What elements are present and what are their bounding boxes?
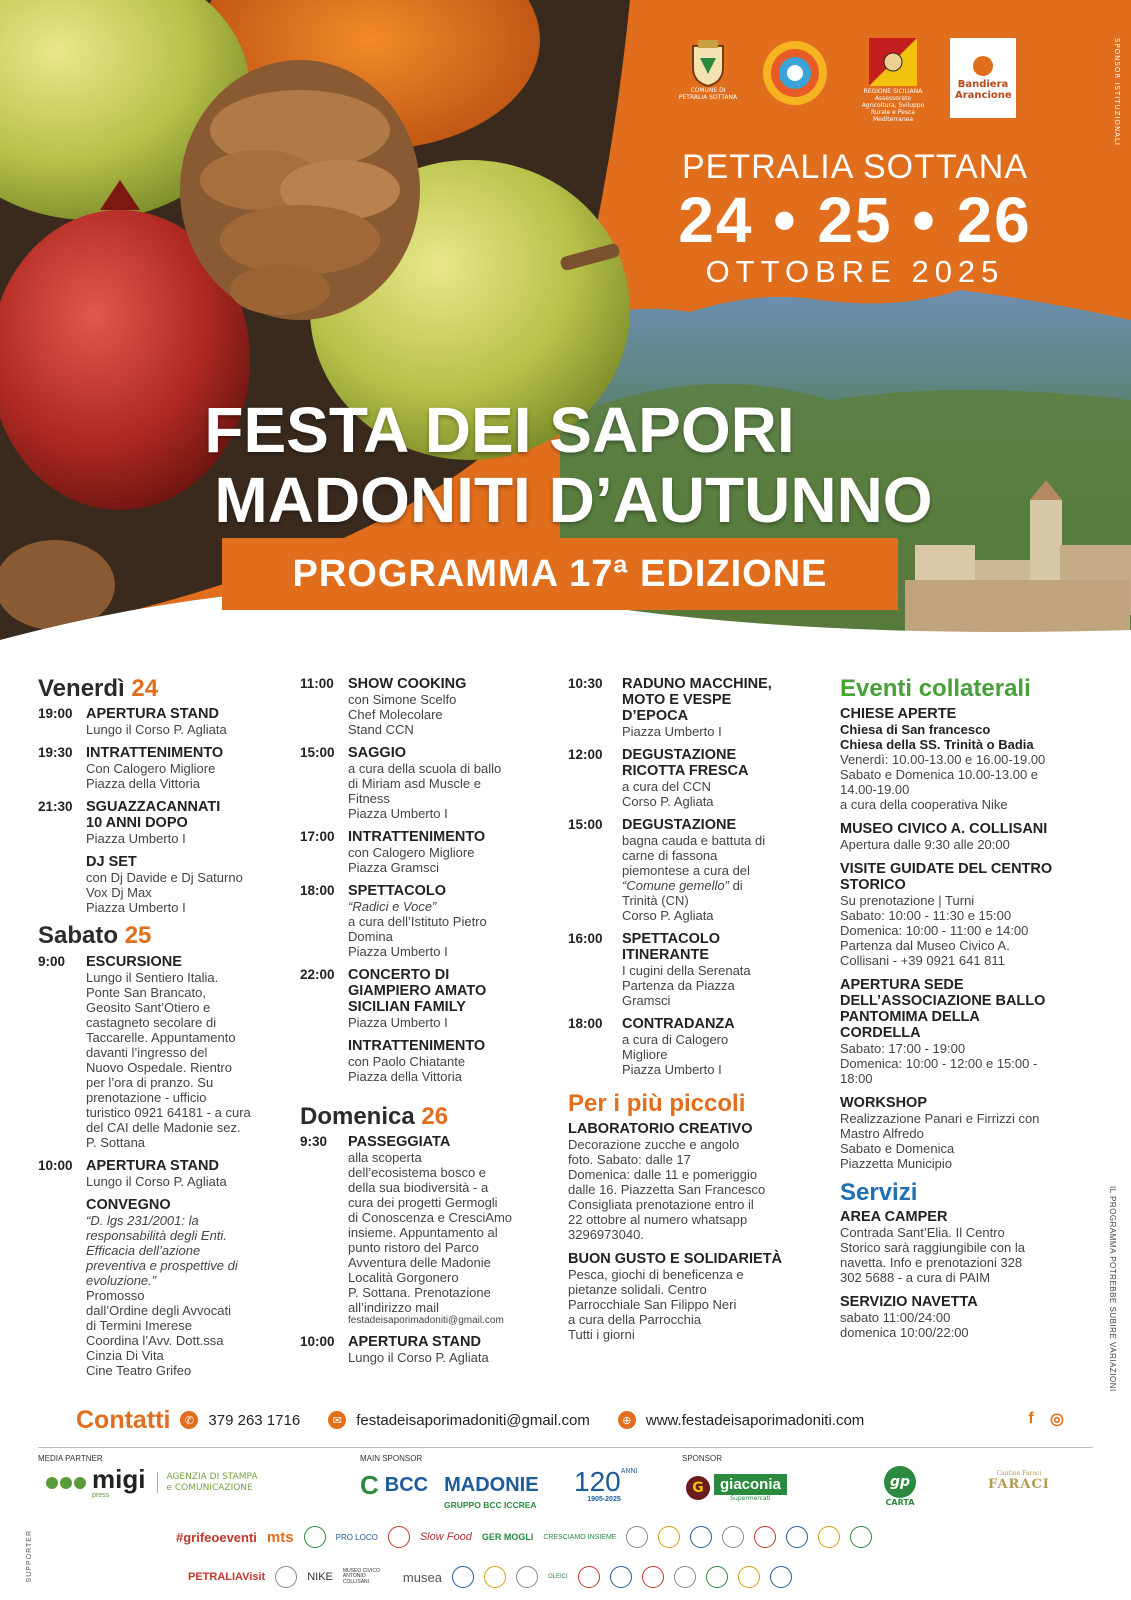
day-heading-friday	[38, 676, 294, 702]
bcc-madonie-logo	[360, 1470, 539, 1501]
event-time	[38, 854, 86, 915]
festival-title-line2: MADONITI D’AUTUNNO	[214, 464, 933, 536]
services-heading: Servizi	[840, 1179, 918, 1207]
emblem-icon	[754, 1526, 776, 1548]
emblem-icon	[674, 1566, 696, 1588]
event-title: INTRATTENIMENTO	[348, 1038, 486, 1054]
event-detail: alla scoperta dell’ecosistema bosco e della sua biodiversità - a cura dei progetti Germogli di Conoscenza e CresciAmo insieme. Appuntamento al punto ristoro del Parco Avventura delle Madonie Località Gorgonero P. Sottana. Prenotazione all’indirizzo mail	[348, 1150, 513, 1316]
event-item	[568, 817, 820, 923]
event-time: 9:30	[300, 1134, 328, 1150]
ccn-logo-icon	[760, 38, 830, 108]
event-time: 22:00	[300, 967, 335, 982]
event-detail: Promosso dall’Ordine degli Avvocati di Termini Imerese Coordina l’Avv. Dott.ssa Cinzia Di Vita Cine Teatro Grifeo	[86, 1287, 232, 1378]
side-event-detail: Sabato: 17:00 - 19:00 Domenica: 10:00 - 12:00 e 15:00 - 18:00	[840, 1041, 1038, 1087]
giaconia-wordmark: giaconia	[714, 1474, 787, 1495]
event-item	[568, 747, 820, 809]
supporter-logo: OLEICI	[547, 1574, 568, 1580]
emblem-icon	[516, 1566, 538, 1588]
day-number: 24	[131, 675, 159, 702]
supporter-label: SUPPORTER	[26, 1530, 33, 1583]
event-detail: con Dj Davide e Dj Saturno Vox Dj Max Piazza Umberto I	[86, 870, 243, 916]
event-detail: Piazza Umberto I	[622, 724, 722, 739]
event-month: OTTOBRE 2025	[705, 254, 1005, 290]
coat-of-arms-icon	[688, 38, 728, 88]
bandiera-arancione-text: Bandiera Arancione	[955, 78, 1012, 101]
side-event-block	[840, 821, 1102, 852]
event-title: SHOW COOKING	[348, 676, 467, 692]
event-item	[300, 1038, 560, 1084]
event-title: RADUNO MACCHINE, MOTO E VESPE D’EPOCA	[622, 676, 772, 724]
town-name: PETRALIA SOTTANA	[681, 148, 1028, 186]
kids-detail: Pesca, giochi di beneficenza e pietanze solidali. Centro Parrocchiale San Filippo Neri a cura della Parrocchia Tutti i giorni	[568, 1267, 744, 1343]
event-item	[38, 954, 294, 1150]
kids-block	[568, 1251, 820, 1342]
emblem-icon	[642, 1566, 664, 1588]
faraci-sub: Cantine Faraci	[996, 1470, 1042, 1477]
program-column-2	[300, 676, 560, 1373]
event-item	[568, 1016, 820, 1077]
comune-logo	[678, 38, 738, 102]
supporter-row-2	[188, 1566, 792, 1588]
emblem-icon	[626, 1526, 648, 1548]
event-time: 18:00	[300, 883, 335, 898]
kids-heading: Per i più piccoli	[568, 1090, 746, 1117]
event-title: DEGUSTAZIONE	[622, 817, 737, 833]
side-event-detail: Apertura dalle 9:30 alle 20:00	[840, 837, 1010, 853]
event-item	[38, 799, 294, 846]
event-italic-detail: “Radici e Voce”	[348, 899, 437, 914]
service-title: AREA CAMPER	[840, 1208, 948, 1225]
program-variation-note: IL PROGRAMMA POTREBBE SUBIRE VARIAZIONI	[1108, 1186, 1117, 1392]
day-label: Domenica	[300, 1103, 415, 1130]
event-time: 19:00	[38, 706, 73, 722]
day-heading-sunday	[300, 1104, 560, 1130]
service-detail: sabato 11:00/24:00 domenica 10:00/22:00	[840, 1309, 969, 1340]
emblem-icon	[738, 1566, 760, 1588]
event-time: 10:30	[568, 676, 603, 691]
side-event-block	[840, 861, 1102, 968]
event-title: SGUAZZACANNATI 10 ANNI DOPO	[86, 799, 221, 832]
emblem-icon	[658, 1526, 680, 1548]
event-italic-detail: “Comune gemello”	[622, 878, 729, 893]
giaconia-g-icon: G	[686, 1476, 710, 1500]
event-item	[300, 883, 560, 959]
bandiera-arancione-logo	[950, 38, 1016, 118]
side-events-heading: Eventi collaterali	[840, 675, 1031, 702]
side-event-title: MUSEO CIVICO A. COLLISANI	[840, 821, 1048, 838]
event-detail: Lungo il Corso P. Agliata	[86, 1173, 227, 1189]
event-item	[300, 967, 560, 1030]
sponsor-label: SPONSOR	[682, 1454, 723, 1463]
event-time: 17:00	[300, 829, 335, 844]
kids-block	[568, 1121, 820, 1242]
supporter-logo: PRO LOCO	[335, 1532, 378, 1542]
day-label: Venerdì	[38, 675, 125, 702]
side-event-title: WORKSHOP	[840, 1095, 927, 1112]
day-heading-saturday	[38, 923, 294, 949]
event-time: 19:30	[38, 745, 73, 761]
kids-title: LABORATORIO CREATIVO	[568, 1121, 753, 1138]
supporter-logo: GER MOGLI	[481, 1532, 534, 1542]
regione-logo	[858, 38, 928, 123]
service-block	[840, 1209, 1102, 1285]
event-detail: a cura dell’Istituto Pietro Domina Piazza Umberto I	[348, 914, 487, 959]
anniversary-word: ANNI	[620, 1468, 638, 1475]
program-column-4	[840, 676, 1102, 1349]
kids-detail: Decorazione zucche e angolo foto. Sabato: dalle 17 Domenica: dalle 11 e pomeriggio dalle 16. Piazzetta San Francesco Consigliata prenotazione entro il 22 ottobre al numero whatsapp 3296973040.	[568, 1137, 766, 1243]
regione-logo-text: REGIONE SICILIANA Assessorato Agricoltura, Sviluppo Rurale e Pesca Mediterranea	[861, 88, 925, 123]
side-event-detail: Realizzazione Panari e Firrizzi con Mastro Alfredo Sabato e Domenica Piazzetta Municipio	[840, 1111, 1040, 1172]
contact-website[interactable]: www.festadeisaporimadoniti.com	[645, 1411, 865, 1429]
emblem-icon	[578, 1566, 600, 1588]
event-title: DJ SET	[86, 854, 137, 871]
event-time: 11:00	[300, 676, 334, 691]
supporter-logo: #grifeoeventi	[176, 1529, 257, 1545]
supporter-logo: musea	[402, 1569, 442, 1585]
supporter-logo: mts	[266, 1528, 294, 1546]
event-detail: a cura del CCN Corso P. Agliata	[622, 779, 714, 809]
hero-banner	[0, 0, 1131, 660]
gp-carta-logo	[884, 1466, 916, 1507]
comune-logo-text: COMUNE DI PETRALIA SOTTANA	[678, 87, 738, 101]
emblem-icon	[722, 1526, 744, 1548]
event-time: 16:00	[568, 931, 603, 946]
bandiera-arancione-icon	[972, 55, 994, 77]
event-item	[568, 676, 820, 739]
event-detail: di Trinità (CN) Corso P. Agliata	[622, 878, 743, 923]
supporter-logo: Slow Food	[419, 1531, 472, 1543]
gp-carta-text: CARTA	[885, 1498, 915, 1507]
booking-email[interactable]: festadeisaporimadoniti@gmail.com	[348, 1315, 504, 1327]
bcc-c-icon: C	[360, 1470, 379, 1500]
event-item	[38, 854, 294, 915]
bcc-wordmark: BCC	[384, 1474, 429, 1496]
program-column-3	[568, 676, 820, 1351]
program-column-1	[38, 676, 294, 1386]
edition-banner: PROGRAMMA 17ª EDIZIONE	[222, 538, 898, 610]
kids-title: BUON GUSTO E SOLIDARIETÀ	[568, 1251, 783, 1268]
madonie-wordmark: MADONIE	[444, 1474, 539, 1496]
email-icon: ✉	[328, 1411, 346, 1429]
event-detail: Piazza Umberto I	[86, 831, 186, 847]
event-title: APERTURA STAND	[86, 1157, 219, 1174]
service-block	[840, 1294, 1102, 1340]
event-item	[300, 745, 560, 821]
event-days: 24 • 25 • 26	[678, 184, 1032, 256]
event-title: SPETTACOLO	[348, 883, 447, 899]
anniversary-number: 120	[574, 1466, 621, 1497]
event-detail: Piazza Umberto I	[348, 1015, 448, 1030]
faraci-wordmark: FARACI	[988, 1477, 1050, 1492]
migi-dots-icon	[46, 1477, 86, 1489]
event-detail: Con Calogero Migliore Piazza della Vittoria	[86, 761, 216, 792]
event-time: 12:00	[568, 747, 603, 762]
event-title: APERTURA STAND	[86, 706, 219, 723]
event-title: PASSEGGIATA	[348, 1134, 451, 1151]
event-detail: Lungo il Corso P. Agliata	[348, 1350, 489, 1366]
migi-sub: press	[92, 1492, 110, 1499]
side-event-title: CHIESE APERTE	[840, 706, 957, 723]
event-item	[38, 1158, 294, 1189]
facebook-icon[interactable]: f	[1028, 1410, 1034, 1427]
emblem-icon	[706, 1566, 728, 1588]
bcc-group-text: GRUPPO BCC ICCREA	[444, 1500, 537, 1510]
migi-agency-text: AGENZIA DI STAMPA e COMUNICAZIONE	[157, 1472, 257, 1494]
event-title: DEGUSTAZIONE RICOTTA FRESCA	[622, 747, 749, 779]
event-title: SAGGIO	[348, 745, 407, 761]
event-time: 15:00	[300, 745, 335, 760]
emblem-icon	[275, 1566, 297, 1588]
event-detail: con Simone Scelfo Chef Molecolare Stand CCN	[348, 692, 457, 737]
festival-title-line1: FESTA DEI SAPORI	[204, 394, 795, 466]
side-event-block	[840, 706, 1102, 812]
event-title: INTRATTENIMENTO	[348, 829, 486, 845]
side-event-detail: Venerdì: 10.00-13.00 e 16.00-19.00 Sabato e Domenica 10.00-13.00 e 14.00-19.00 a cura della cooperativa Nike	[840, 752, 1046, 813]
instagram-icon[interactable]: ◎	[1050, 1411, 1064, 1428]
emblem-icon	[770, 1566, 792, 1588]
event-time: 18:00	[568, 1016, 603, 1031]
supporter-logo: CRESCIAMO INSIEME	[543, 1533, 617, 1541]
institutional-logos	[678, 38, 1050, 128]
event-item	[300, 676, 560, 737]
event-detail: con Calogero Migliore Piazza Gramsci	[348, 845, 475, 875]
event-time: 10:00	[38, 1157, 73, 1173]
supporter-logo: PETRALIAVisit	[188, 1571, 266, 1583]
event-time	[300, 1038, 348, 1084]
event-dates	[665, 148, 1045, 290]
anniversary-logo	[574, 1466, 638, 1503]
event-title: ESCURSIONE	[86, 953, 182, 970]
event-item	[300, 829, 560, 875]
event-time: 15:00	[568, 817, 603, 832]
emblem-icon	[850, 1526, 872, 1548]
ccn-logo	[760, 38, 830, 108]
web-icon: ⊕	[618, 1411, 636, 1429]
service-detail: Contrada Sant’Elia. Il Centro Storico sarà raggiungibile con la navetta. Info e prenotazioni 328 302 5688 - a cura di PAIM	[840, 1224, 1025, 1285]
event-time: 9:00	[38, 953, 66, 969]
event-detail: a cura di Calogero Migliore Piazza Umberto I	[622, 1032, 729, 1077]
gp-circle-icon: gp	[884, 1466, 916, 1498]
media-partner-label: MEDIA PARTNER	[38, 1454, 103, 1463]
event-italic-detail: “D. lgs 231/2001: la responsabilità degli Enti. Efficacia dell’azione preventiva e prospettive di evoluzione.”	[86, 1212, 238, 1288]
supporter-row-1	[176, 1526, 872, 1548]
migi-wordmark: migi	[92, 1464, 146, 1494]
flag-icon	[388, 1526, 410, 1548]
emblem-icon	[818, 1526, 840, 1548]
event-item	[38, 706, 294, 737]
event-title: INTRATTENIMENTO	[86, 745, 224, 762]
event-item	[568, 931, 820, 1008]
side-event-title: VISITE GUIDATE DEL CENTRO STORICO	[840, 861, 1053, 894]
day-number: 25	[124, 922, 152, 950]
event-detail: Lungo il Sentiero Italia. Ponte San Brancato, Geosito Sant’Otiero e castagneto secolare di Taccarelle. Appuntamento davanti l’ingresso del Nuovo Ospedale. Rientro per l’ora di pranzo. Su prenotazione - ufficio turistico 0921 64181 - a cura del CAI delle Madonie sez. P. Sottana	[86, 969, 251, 1150]
event-item	[38, 745, 294, 791]
phone-icon: ✆	[180, 1411, 198, 1429]
faraci-logo	[988, 1470, 1050, 1492]
side-event-title: APERTURA SEDE DELL’ASSOCIAZIONE BALLO PANTOMIMA DELLA CORDELLA	[840, 977, 1046, 1042]
sponsor-istituzionali-label: SPONSOR ISTITUZIONALI	[1113, 38, 1121, 146]
event-title: SPETTACOLO ITINERANTE	[622, 931, 721, 963]
emblem-icon	[610, 1566, 632, 1588]
event-title: CONCERTO DI GIAMPIERO AMATO SICILIAN FAMILY	[348, 967, 487, 1015]
social-links	[1022, 1410, 1066, 1428]
event-detail: bagna cauda e battuta di carne di fassona piemontese a cura del	[622, 833, 766, 878]
emblem-icon	[452, 1566, 474, 1588]
main-sponsor-label: MAIN SPONSOR	[360, 1454, 423, 1463]
event-item	[38, 1197, 294, 1378]
emblem-icon	[484, 1566, 506, 1588]
contact-phone[interactable]: 379 263 1716	[208, 1411, 301, 1429]
contacts-label: Contatti	[76, 1405, 171, 1434]
emblem-icon	[786, 1526, 808, 1548]
event-time: 10:00	[300, 1334, 335, 1350]
event-time: 21:30	[38, 799, 73, 815]
side-event-block	[840, 977, 1102, 1086]
emblem-icon	[690, 1526, 712, 1548]
day-label: Sabato	[38, 922, 119, 950]
side-event-subtitle: Chiesa di San francesco Chiesa della SS. Trinità o Badia	[840, 722, 1034, 753]
proloco-icon	[304, 1526, 326, 1548]
anniversary-years: 1905-2025	[587, 1496, 621, 1503]
giaconia-sub: Supermercati	[730, 1495, 771, 1502]
service-title: SERVIZIO NAVETTA	[840, 1293, 978, 1310]
side-event-detail: Su prenotazione | Turni Sabato: 10:00 - 11:30 e 15:00 Domenica: 10:00 - 11:00 e 14:00 Partenza dal Museo Civico A. Collisani - +39 0921 641 811	[840, 893, 1029, 969]
contacts-bar	[76, 1404, 1066, 1436]
footer-divider	[38, 1447, 1093, 1448]
event-detail: con Paolo Chiatante Piazza della Vittoria	[348, 1054, 466, 1084]
event-detail: Lungo il Corso P. Agliata	[86, 722, 227, 738]
event-item	[300, 1334, 560, 1365]
supporter-logo: NIKE	[307, 1571, 333, 1583]
trinacria-icon	[869, 38, 917, 86]
event-title: APERTURA STAND	[348, 1334, 481, 1351]
event-detail: I cugini della Serenata Partenza da Piazza Gramsci	[622, 963, 751, 1008]
supporter-logo: MUSEO CIVICO ANTONIO COLLISANI	[342, 1567, 380, 1585]
contact-email[interactable]: festadeisaporimadoniti@gmail.com	[356, 1411, 590, 1429]
day-number: 26	[421, 1103, 449, 1130]
side-event-block	[840, 1095, 1102, 1171]
migi-logo	[46, 1466, 258, 1499]
event-item	[300, 1134, 560, 1326]
event-title: CONVEGNO	[86, 1196, 171, 1213]
event-detail: a cura della scuola di ballo di Miriam asd Muscle e Fitness Piazza Umberto I	[348, 761, 502, 821]
event-title: CONTRADANZA	[622, 1016, 735, 1032]
giaconia-logo	[686, 1474, 787, 1502]
